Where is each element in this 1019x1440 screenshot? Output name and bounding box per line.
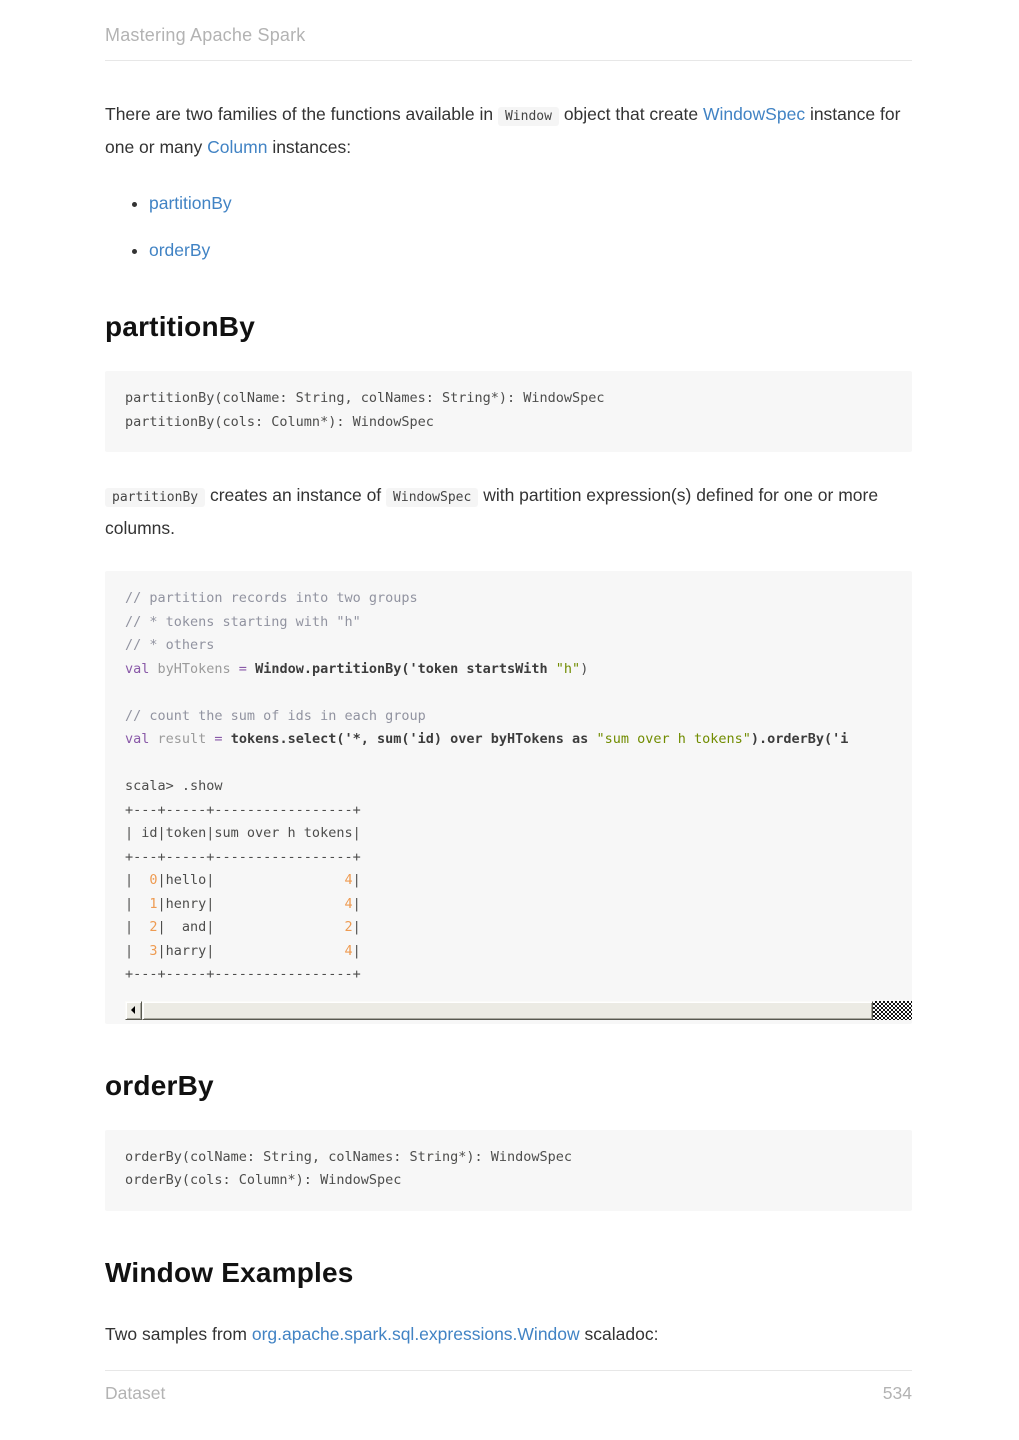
scroll-thumb[interactable] [142,1001,873,1020]
text-run: Two samples from [105,1323,252,1344]
footer-divider [105,1370,912,1371]
footer-page-number: 534 [882,1383,912,1403]
text-link[interactable]: Column [207,137,268,157]
code-line: // partition records into two groups [125,590,418,606]
book-title: Mastering Apache Spark [105,25,306,45]
text-run: creates an instance of [205,485,387,505]
text-run: instance for one or many [105,104,901,157]
text-run: object that create [558,104,703,124]
code-line: partitionBy(cols: Column*): WindowSpec [125,413,434,430]
partitionby-heading: partitionBy [105,311,255,342]
code-line: partitionBy(colName: String, colNames: String*): WindowSpec [125,390,605,406]
code-line: orderBy(cols: Column*): WindowSpec [125,1172,402,1188]
code-line: +---+-----+-----------------+ [125,848,361,865]
code-line: | id|token|sum over h tokens| [125,825,361,841]
partitionby-example-code [105,571,912,1024]
page-header [105,0,912,61]
code-line [125,752,892,776]
footer-chapter: Dataset [105,1383,166,1403]
scroll-left-button[interactable] [125,1001,142,1020]
code-line: // * others [125,637,215,653]
text-run: There are two families of the functions available in [105,104,498,124]
code-line: +---+-----+-----------------+ [125,801,361,818]
bullet-link-partitionby[interactable]: partitionBy [149,193,232,213]
orderby-signature-code [105,1130,912,1211]
code-line: val byHTokens = Window.partitionBy('token startsWith "h") [125,660,589,677]
code-line: scala> .show [125,778,223,794]
code-line: // count the sum of ids in each group [125,707,426,724]
orderby-heading: orderBy [105,1069,214,1101]
inline-code: Window [498,107,559,126]
code-line: val result = tokens.select('*, sum('id) over byHTokens as "sum over h tokens").orderBy('i [125,731,849,747]
code-line [125,681,892,705]
partitionby-signature-code [105,371,912,452]
code-line: +---+-----+-----------------+ [125,966,361,982]
text-link[interactable]: org.apache.spark.sql.expressions.Window [251,1323,580,1344]
code-line: | 1|henry| 4| [125,895,361,912]
inline-code: partitionBy [105,488,205,507]
text-run: with partition expression(s) defined for one or more columns. [105,485,879,538]
code-line: | 0|hello| 4| [125,872,361,888]
text-run: scaladoc: [579,1323,659,1344]
scroll-track-checker[interactable] [873,1001,912,1020]
code-line: // * tokens starting with "h" [125,613,361,630]
code-line: | 3|harry| 4| [125,942,361,959]
arrow-left-icon [131,1006,135,1014]
intro-paragraph [105,99,912,162]
list-item [149,188,912,218]
page-footer [105,1370,912,1404]
text-run: instances: [267,137,352,157]
partitionby-description [105,480,912,543]
inline-code: WindowSpec [386,488,478,507]
example-code-lines [125,587,892,987]
code-line: orderBy(colName: String, colNames: String*): WindowSpec [125,1148,573,1165]
bullet-list [149,188,912,265]
header-divider [105,60,912,61]
h-scrollbar[interactable] [125,1001,892,1020]
text-link[interactable]: WindowSpec [702,104,806,124]
list-item [149,235,912,265]
bullet-link-orderby[interactable]: orderBy [149,240,211,260]
window-examples-paragraph [105,1319,912,1349]
window-examples-heading: Window Examples [105,1256,354,1288]
code-line: | 2| and| 2| [125,919,361,935]
